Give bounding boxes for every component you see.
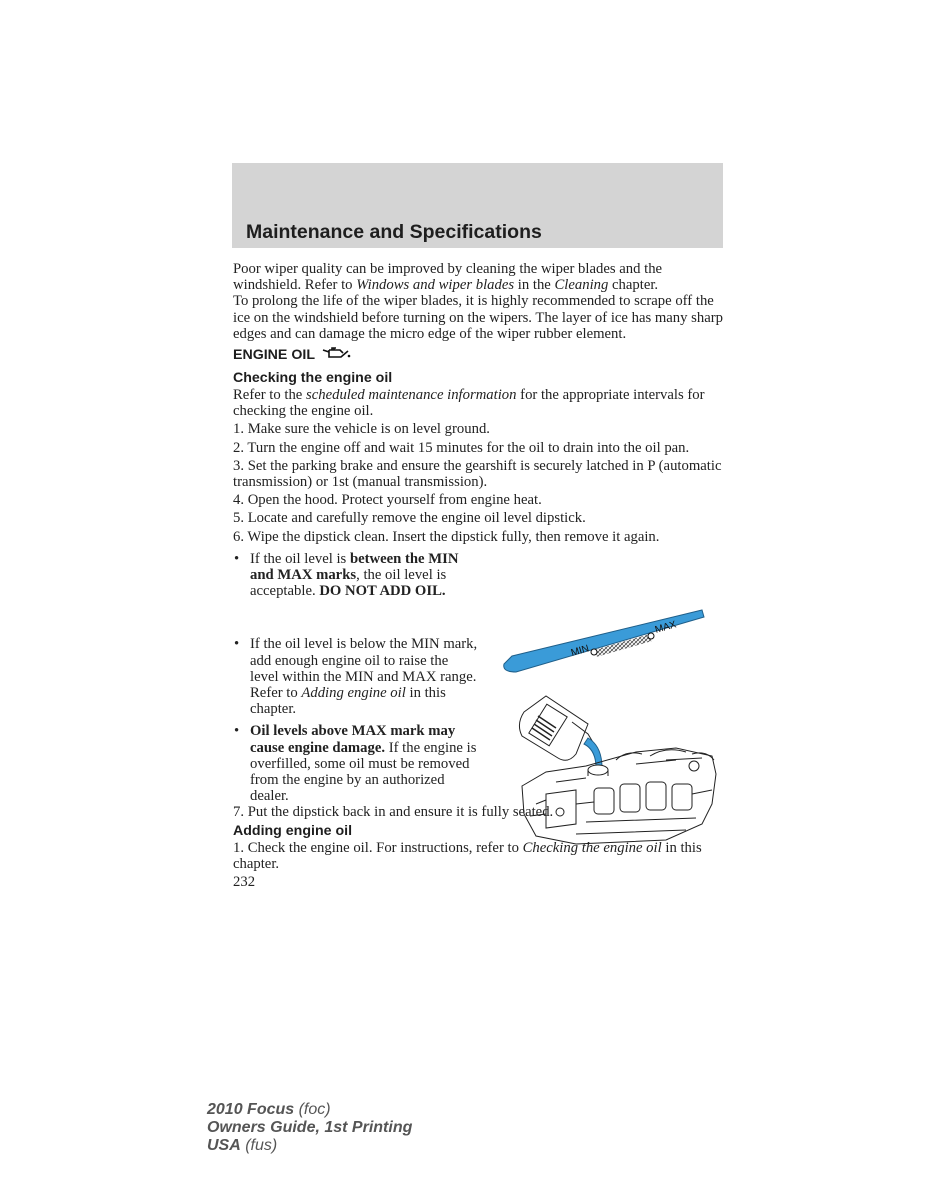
- step-4: 4. Open the hood. Protect yourself from engine heat.: [233, 492, 542, 509]
- step-6: 6. Wipe the dipstick clean. Insert the dipstick fully, then remove it again.: [233, 528, 660, 545]
- wiper-paragraph-2: To prolong the life of the wiper blades, it is highly recommended to scrape off the ice on the windshield before turning on the wipers. The layer of ice has many sharp edges and can damage the micro edge of the wiper rubber element.: [233, 293, 723, 342]
- engine-oil-heading: ENGINE OIL: [233, 345, 728, 364]
- step-1: 1. Make sure the vehicle is on level ground.: [233, 421, 490, 438]
- step-3: 3. Set the parking brake and ensure the gearshift is securely latched in P (automatic transmission) or 1st (manual transmission).: [233, 457, 722, 491]
- section-header-band: [232, 163, 723, 248]
- adding-step-1: 1. Check the engine oil. For instructions, refer to Checking the engine oil in this chapter.: [233, 839, 702, 872]
- bullet-overfilled: • Oil levels above MAX mark may cause engine damage. If the engine is overfilled, some oil must be removed from the engine by an authorized dealer.: [234, 723, 477, 805]
- bullet-level-ok: • If the oil level is between the MIN and MAX marks, the oil level is acceptable. DO NOT ADD OIL.: [234, 550, 459, 600]
- footer-line-1: 2010 Focus (foc): [207, 1101, 331, 1118]
- bullet-level-low: • If the oil level is below the MIN mark, add enough engine oil to raise the level within the MIN and MAX range. Refer to Adding engine oil in this chapter.: [234, 636, 478, 718]
- print-footer: [207, 1101, 412, 1155]
- dipstick-max-label: MAX: [653, 619, 678, 636]
- page-number: 232: [233, 874, 256, 891]
- section-title: Maintenance and Specifications: [246, 221, 542, 243]
- engine-oil-fill-illustration: [516, 694, 722, 850]
- checking-oil-heading: Checking the engine oil: [233, 370, 393, 387]
- oil-stream: [584, 738, 602, 768]
- step-2: 2. Turn the engine off and wait 15 minutes for the oil to drain into the oil pan.: [233, 439, 690, 456]
- wiper-paragraph-1: Poor wiper quality can be improved by cleaning the wiper blades and the windshield. Refer to Windows and wiper blades in the Cleaning chapter.: [233, 261, 663, 294]
- engine-block: [522, 748, 716, 844]
- dipstick-illustration: [498, 604, 724, 678]
- footer-line-2: Owners Guide, 1st Printing: [207, 1119, 413, 1136]
- adding-oil-heading: Adding engine oil: [233, 822, 353, 839]
- footer-line-3: USA (fus): [207, 1137, 278, 1154]
- checking-intro: Refer to the scheduled maintenance information for the appropriate intervals for checking the engine oil.: [233, 387, 705, 420]
- step-7: 7. Put the dipstick back in and ensure it is fully seated.: [233, 804, 554, 821]
- step-5: 5. Locate and carefully remove the engine oil level dipstick.: [233, 510, 586, 527]
- dipstick-min-label: MIN: [569, 643, 591, 659]
- oil-can-icon: [321, 345, 351, 361]
